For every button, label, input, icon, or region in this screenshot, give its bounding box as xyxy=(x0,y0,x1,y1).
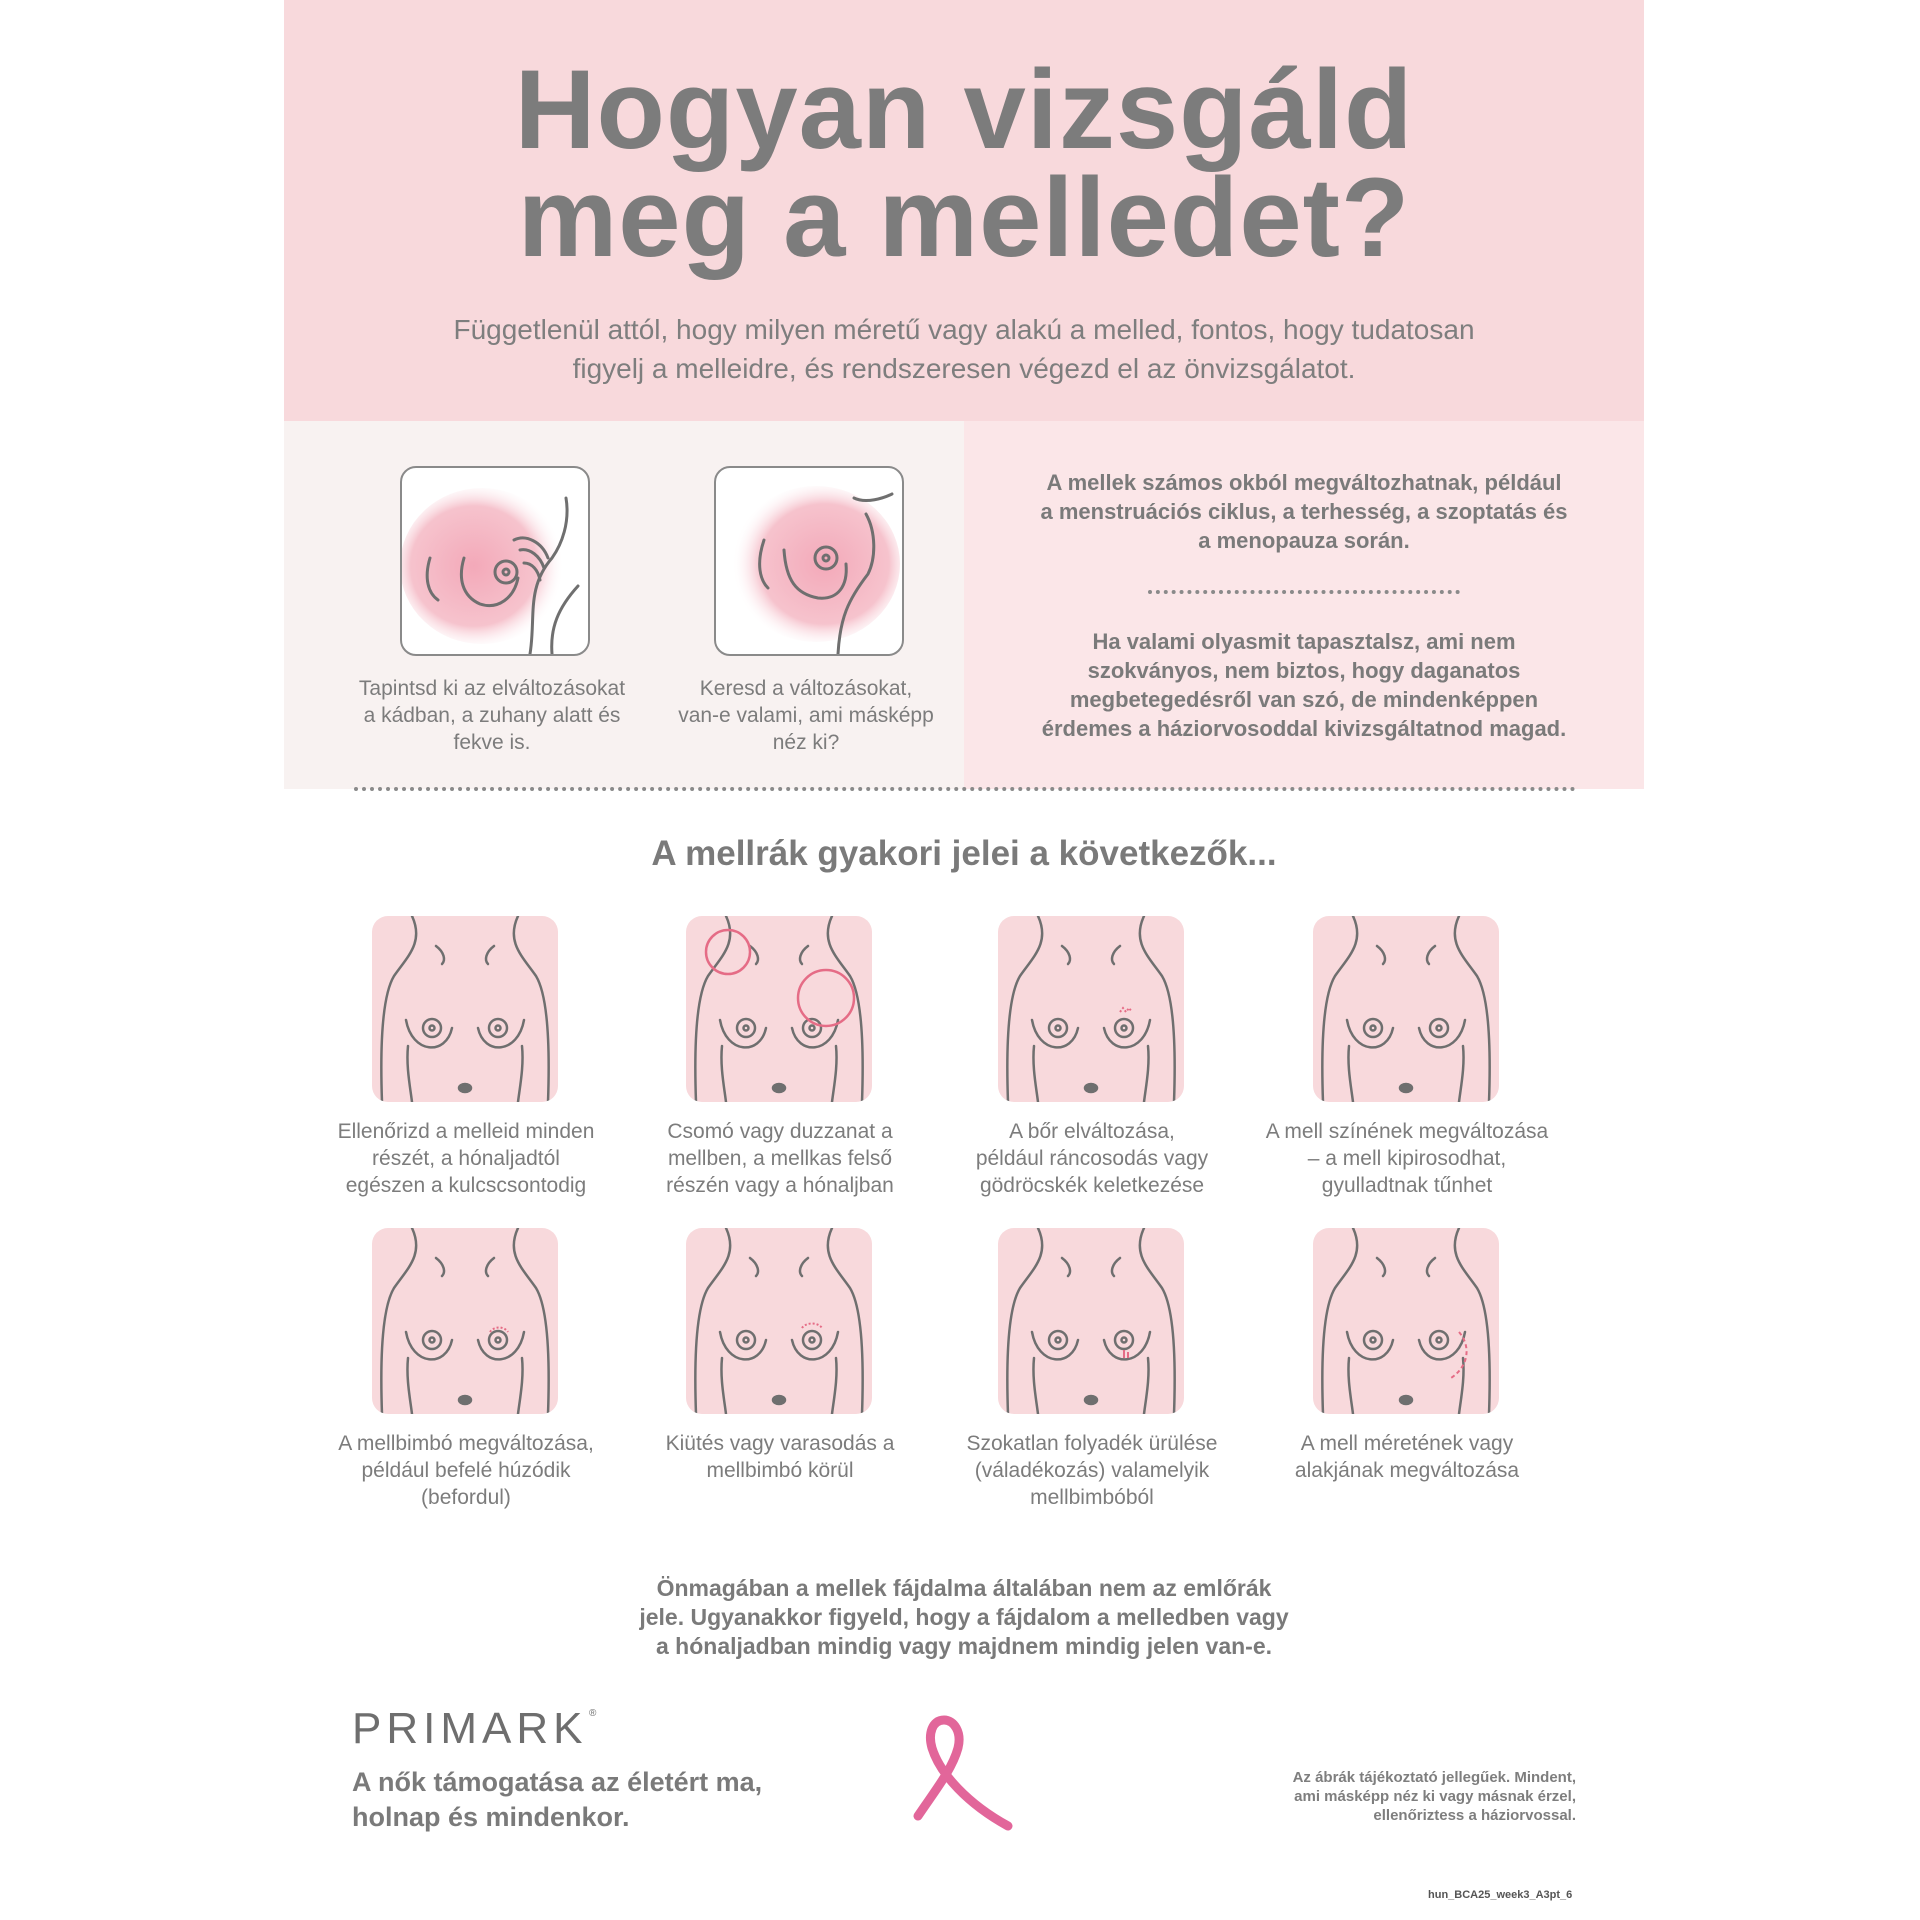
breast-changes-text xyxy=(989,468,1619,555)
disclaimer xyxy=(1184,1768,1576,1825)
sign-caption-line-1: Csomó vagy duzzanat a xyxy=(667,1120,893,1143)
disclaimer-line-1: Az ábrák tájékoztató jellegűek. Mindent, xyxy=(1292,1769,1576,1786)
intro-line-2: figyelj a melleidre, és rendszeresen végezd el az önvizsgálatot. xyxy=(572,353,1356,384)
sign-caption-line-3: (befordul) xyxy=(421,1486,511,1509)
poster xyxy=(284,0,1644,1920)
look-caption-line-3: néz ki? xyxy=(772,731,840,754)
torso-size-change-icon xyxy=(1313,1228,1499,1414)
intro-text xyxy=(354,310,1574,388)
torso-check-all-icon xyxy=(372,916,558,1102)
sign-caption xyxy=(1250,1430,1564,1484)
changes-line-1: A mellek számos okból megváltozhatnak, például xyxy=(1046,470,1562,495)
dotted-divider-short xyxy=(1148,590,1460,594)
title-line-2: meg a melledet? xyxy=(517,155,1411,280)
torso-rash-icon xyxy=(686,1228,872,1414)
sign-caption-line-2: mellbimbó körül xyxy=(706,1459,854,1482)
see-doctor-text xyxy=(989,627,1619,743)
sign-caption xyxy=(623,1430,937,1484)
sign-caption xyxy=(309,1430,623,1511)
unusual-line-2: szokványos, nem biztos, hogy daganatos xyxy=(1087,658,1521,683)
hand-feel-breast-icon xyxy=(400,466,590,656)
sign-caption-line-2: mellben, a mellkas felső xyxy=(667,1147,893,1170)
sign-caption-line-2: részét, a hónaljadtól xyxy=(372,1147,560,1170)
pain-note xyxy=(524,1574,1404,1661)
sign-caption-line-1: A mell színének megváltozása xyxy=(1265,1120,1549,1143)
sign-caption-line-1: A mell méretének vagy xyxy=(1300,1432,1514,1455)
signs-heading: A mellrák gyakori jelei a következők... xyxy=(651,834,1277,873)
sign-caption-line-1: A mellbimbó megváltozása, xyxy=(338,1432,594,1455)
sign-caption xyxy=(623,1118,937,1199)
sign-caption-line-2: például befelé húzódik xyxy=(361,1459,571,1482)
sign-caption-line-2: alakjának megváltozása xyxy=(1294,1459,1520,1482)
sign-caption-line-1: Kiütés vagy varasodás a xyxy=(665,1432,895,1455)
torso-skin-change-icon xyxy=(998,916,1184,1102)
sign-caption xyxy=(935,1118,1249,1199)
slogan-line-2: holnap és mindenkor. xyxy=(352,1802,630,1832)
sign-caption-line-2: például ráncosodás vagy xyxy=(975,1147,1209,1170)
sign-caption xyxy=(1250,1118,1564,1199)
primark-logo: PRIMARK xyxy=(352,1704,588,1753)
pain-note-line-3: a hónaljadban mindig vagy majdnem mindig jelen van-e. xyxy=(655,1633,1272,1659)
sign-caption-line-3: gyulladtnak tűnhet xyxy=(1321,1174,1493,1197)
sign-caption xyxy=(935,1430,1249,1511)
torso-nipple-change-icon xyxy=(372,1228,558,1414)
look-caption-line-2: van-e valami, ami másképp xyxy=(678,704,934,727)
title-line-1: Hogyan vizsgáld xyxy=(514,47,1414,172)
intro-line-1: Függetlenül attól, hogy milyen méretű vagy alakú a melled, fontos, hogy tudatosan xyxy=(453,314,1475,345)
unusual-line-3: megbetegedésről van szó, de mindenképpen xyxy=(1069,687,1539,712)
pain-note-line-1: Önmagában a mellek fájdalma általában nem az emlőrák xyxy=(656,1575,1272,1601)
sign-caption-line-3: részén vagy a hónaljban xyxy=(666,1174,894,1197)
disclaimer-line-2: ami másképp néz ki vagy másnak érzel, xyxy=(1294,1788,1576,1805)
torso-lump-icon xyxy=(686,916,872,1102)
feel-caption-line-3: fekve is. xyxy=(453,731,531,754)
unusual-line-4: érdemes a háziorvosoddal kivizsgáltatnod magad. xyxy=(1041,716,1567,741)
pink-ribbon-icon xyxy=(908,1708,1020,1840)
page-title xyxy=(284,47,1644,280)
document-code: hun_BCA25_week3_A3pt_6 xyxy=(1428,1889,1573,1901)
look-caption-line-1: Keresd a változásokat, xyxy=(699,677,913,700)
sign-caption-line-2: (váladékozás) valamelyik xyxy=(974,1459,1210,1482)
sign-caption-line-3: egészen a kulcscsontodig xyxy=(345,1174,587,1197)
feel-caption xyxy=(342,675,642,756)
slogan-line-1: A nők támogatása az életért ma, xyxy=(352,1767,763,1797)
feel-caption-line-2: a kádban, a zuhany alatt és xyxy=(363,704,621,727)
feel-caption-line-1: Tapintsd ki az elváltozásokat xyxy=(358,677,626,700)
look-caption xyxy=(656,675,956,756)
header-section xyxy=(284,0,1644,421)
unusual-line-1: Ha valami olyasmit tapasztalsz, ami nem xyxy=(1092,629,1516,654)
changes-line-2: a menstruációs ciklus, a terhesség, a szoptatás és xyxy=(1040,499,1568,524)
torso-colour-change-icon xyxy=(1313,916,1499,1102)
disclaimer-line-3: ellenőriztess a háziorvossal. xyxy=(1373,1807,1576,1824)
changes-line-3: a menopauza során. xyxy=(1198,528,1410,553)
sign-caption-line-1: A bőr elváltozása, xyxy=(1009,1120,1175,1143)
slogan xyxy=(352,1765,872,1835)
sign-caption xyxy=(309,1118,623,1199)
registered-mark: ® xyxy=(589,1708,597,1719)
sign-caption-line-3: gödröcskék keletkezése xyxy=(979,1174,1205,1197)
pain-note-line-2: jele. Ugyanakkor figyeld, hogy a fájdalom a melledben vagy xyxy=(639,1604,1289,1630)
sign-caption-line-2: – a mell kipirosodhat, xyxy=(1307,1147,1507,1170)
torso-discharge-icon xyxy=(998,1228,1184,1414)
sign-caption-line-1: Ellenőrizd a melleid minden xyxy=(337,1120,595,1143)
sign-caption-line-3: mellbimbóból xyxy=(1030,1486,1154,1509)
look-breast-icon xyxy=(714,466,904,656)
dotted-divider-long xyxy=(354,787,1576,791)
sign-caption-line-1: Szokatlan folyadék ürülése xyxy=(966,1432,1218,1455)
